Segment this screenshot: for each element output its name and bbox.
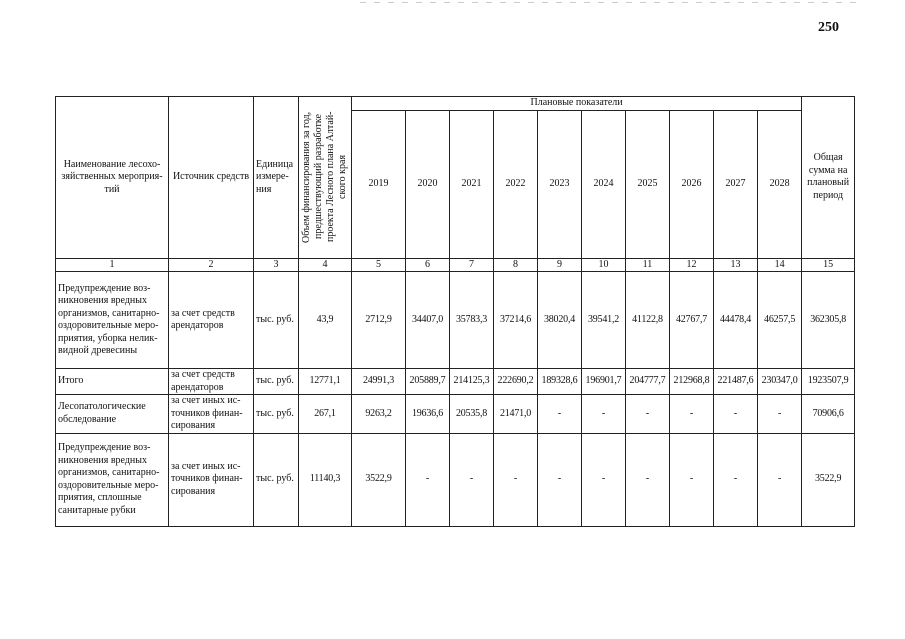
page-number: 250 (818, 20, 839, 35)
header-total: Общая сумма на плановый период (802, 97, 855, 259)
row-value: 21471,0 (494, 395, 538, 434)
row-value: 196901,7 (582, 369, 626, 395)
row-value: - (626, 433, 670, 526)
column-number-row (56, 258, 855, 272)
row-total: 70906,6 (802, 395, 855, 434)
row-value: - (758, 395, 802, 434)
row-total: 1923507,9 (802, 369, 855, 395)
row-value: - (758, 433, 802, 526)
header-year: 2022 (494, 110, 538, 258)
row-value: - (538, 433, 582, 526)
row-volume: 267,1 (299, 395, 352, 434)
header-year: 2023 (538, 110, 582, 258)
row-value: 9263,2 (352, 395, 406, 434)
row-value: - (538, 395, 582, 434)
column-number: 6 (406, 258, 450, 272)
row-value: 35783,3 (450, 272, 494, 369)
header-name: Наименование лесохо-зяйственных мероприя-тий (56, 97, 169, 259)
row-value: 38020,4 (538, 272, 582, 369)
table-row (56, 369, 855, 395)
row-volume: 43,9 (299, 272, 352, 369)
row-value: - (714, 433, 758, 526)
header-year: 2020 (406, 110, 450, 258)
row-value: 41122,8 (626, 272, 670, 369)
column-number: 15 (802, 258, 855, 272)
row-value: 222690,2 (494, 369, 538, 395)
column-number: 4 (299, 258, 352, 272)
row-value: 3522,9 (352, 433, 406, 526)
row-value: 2712,9 (352, 272, 406, 369)
table-row (56, 433, 855, 526)
table-row (56, 272, 855, 369)
row-value: - (670, 433, 714, 526)
header-source: Источник средств (169, 97, 254, 259)
row-value: 42767,7 (670, 272, 714, 369)
row-value: 221487,6 (714, 369, 758, 395)
row-value: - (582, 395, 626, 434)
row-value: - (670, 395, 714, 434)
row-value: 205889,7 (406, 369, 450, 395)
financing-table (55, 96, 855, 527)
header-volume-cell (299, 97, 352, 259)
scan-artifact-line (360, 2, 860, 3)
row-value: - (450, 433, 494, 526)
row-value: 44478,4 (714, 272, 758, 369)
row-value: - (406, 433, 450, 526)
row-value: 39541,2 (582, 272, 626, 369)
row-value: 204777,7 (626, 369, 670, 395)
row-value: 189328,6 (538, 369, 582, 395)
row-name: Предупреждение воз-никновения вредных организмов, санитарно-оздоровительные меро-приятия, сплошные санитарные рубки (56, 433, 169, 526)
row-value: 230347,0 (758, 369, 802, 395)
row-volume: 12771,1 (299, 369, 352, 395)
column-number: 1 (56, 258, 169, 272)
row-unit: тыс. руб. (254, 369, 299, 395)
row-value: 37214,6 (494, 272, 538, 369)
column-number: 7 (450, 258, 494, 272)
header-unit: Единица измере-ния (254, 97, 299, 259)
column-number: 3 (254, 258, 299, 272)
row-unit: тыс. руб. (254, 272, 299, 369)
row-name: Лесопатологические обследование (56, 395, 169, 434)
column-number: 11 (626, 258, 670, 272)
column-number: 10 (582, 258, 626, 272)
column-number: 12 (670, 258, 714, 272)
column-number: 13 (714, 258, 758, 272)
row-value: 20535,8 (450, 395, 494, 434)
row-value: 19636,6 (406, 395, 450, 434)
row-total: 362305,8 (802, 272, 855, 369)
row-value: 212968,8 (670, 369, 714, 395)
row-name: Итого (56, 369, 169, 395)
row-value: - (714, 395, 758, 434)
header-year: 2019 (352, 110, 406, 258)
row-volume: 11140,3 (299, 433, 352, 526)
row-source: за счет иных ис-точников финан-сирования (169, 395, 254, 434)
table-row (56, 395, 855, 434)
column-number: 5 (352, 258, 406, 272)
header-year: 2027 (714, 110, 758, 258)
row-value: 214125,3 (450, 369, 494, 395)
row-value: - (582, 433, 626, 526)
column-number: 14 (758, 258, 802, 272)
row-total: 3522,9 (802, 433, 855, 526)
column-number: 9 (538, 258, 582, 272)
row-source: за счет иных ис-точников финан-сирования (169, 433, 254, 526)
header-volume: Объем финансирования за год, предшествующий разработке проекта Лесного плана Алтай-ского края (301, 111, 348, 243)
header-year: 2026 (670, 110, 714, 258)
row-value: 34407,0 (406, 272, 450, 369)
header-year: 2021 (450, 110, 494, 258)
row-name: Предупреждение воз-никновения вредных организмов, санитарно-оздоровительные меро-приятия, уборка нелик-видной древесины (56, 272, 169, 369)
row-value: 46257,5 (758, 272, 802, 369)
header-planned: Плановые показатели (352, 97, 802, 111)
header-year: 2028 (758, 110, 802, 258)
column-number: 2 (169, 258, 254, 272)
row-unit: тыс. руб. (254, 395, 299, 434)
header-row-top (56, 97, 855, 111)
row-source: за счет средств арендаторов (169, 272, 254, 369)
row-value: 24991,3 (352, 369, 406, 395)
row-value: - (494, 433, 538, 526)
row-source: за счет средств арендаторов (169, 369, 254, 395)
row-unit: тыс. руб. (254, 433, 299, 526)
column-number: 8 (494, 258, 538, 272)
header-year: 2024 (582, 110, 626, 258)
row-value: - (626, 395, 670, 434)
header-year: 2025 (626, 110, 670, 258)
